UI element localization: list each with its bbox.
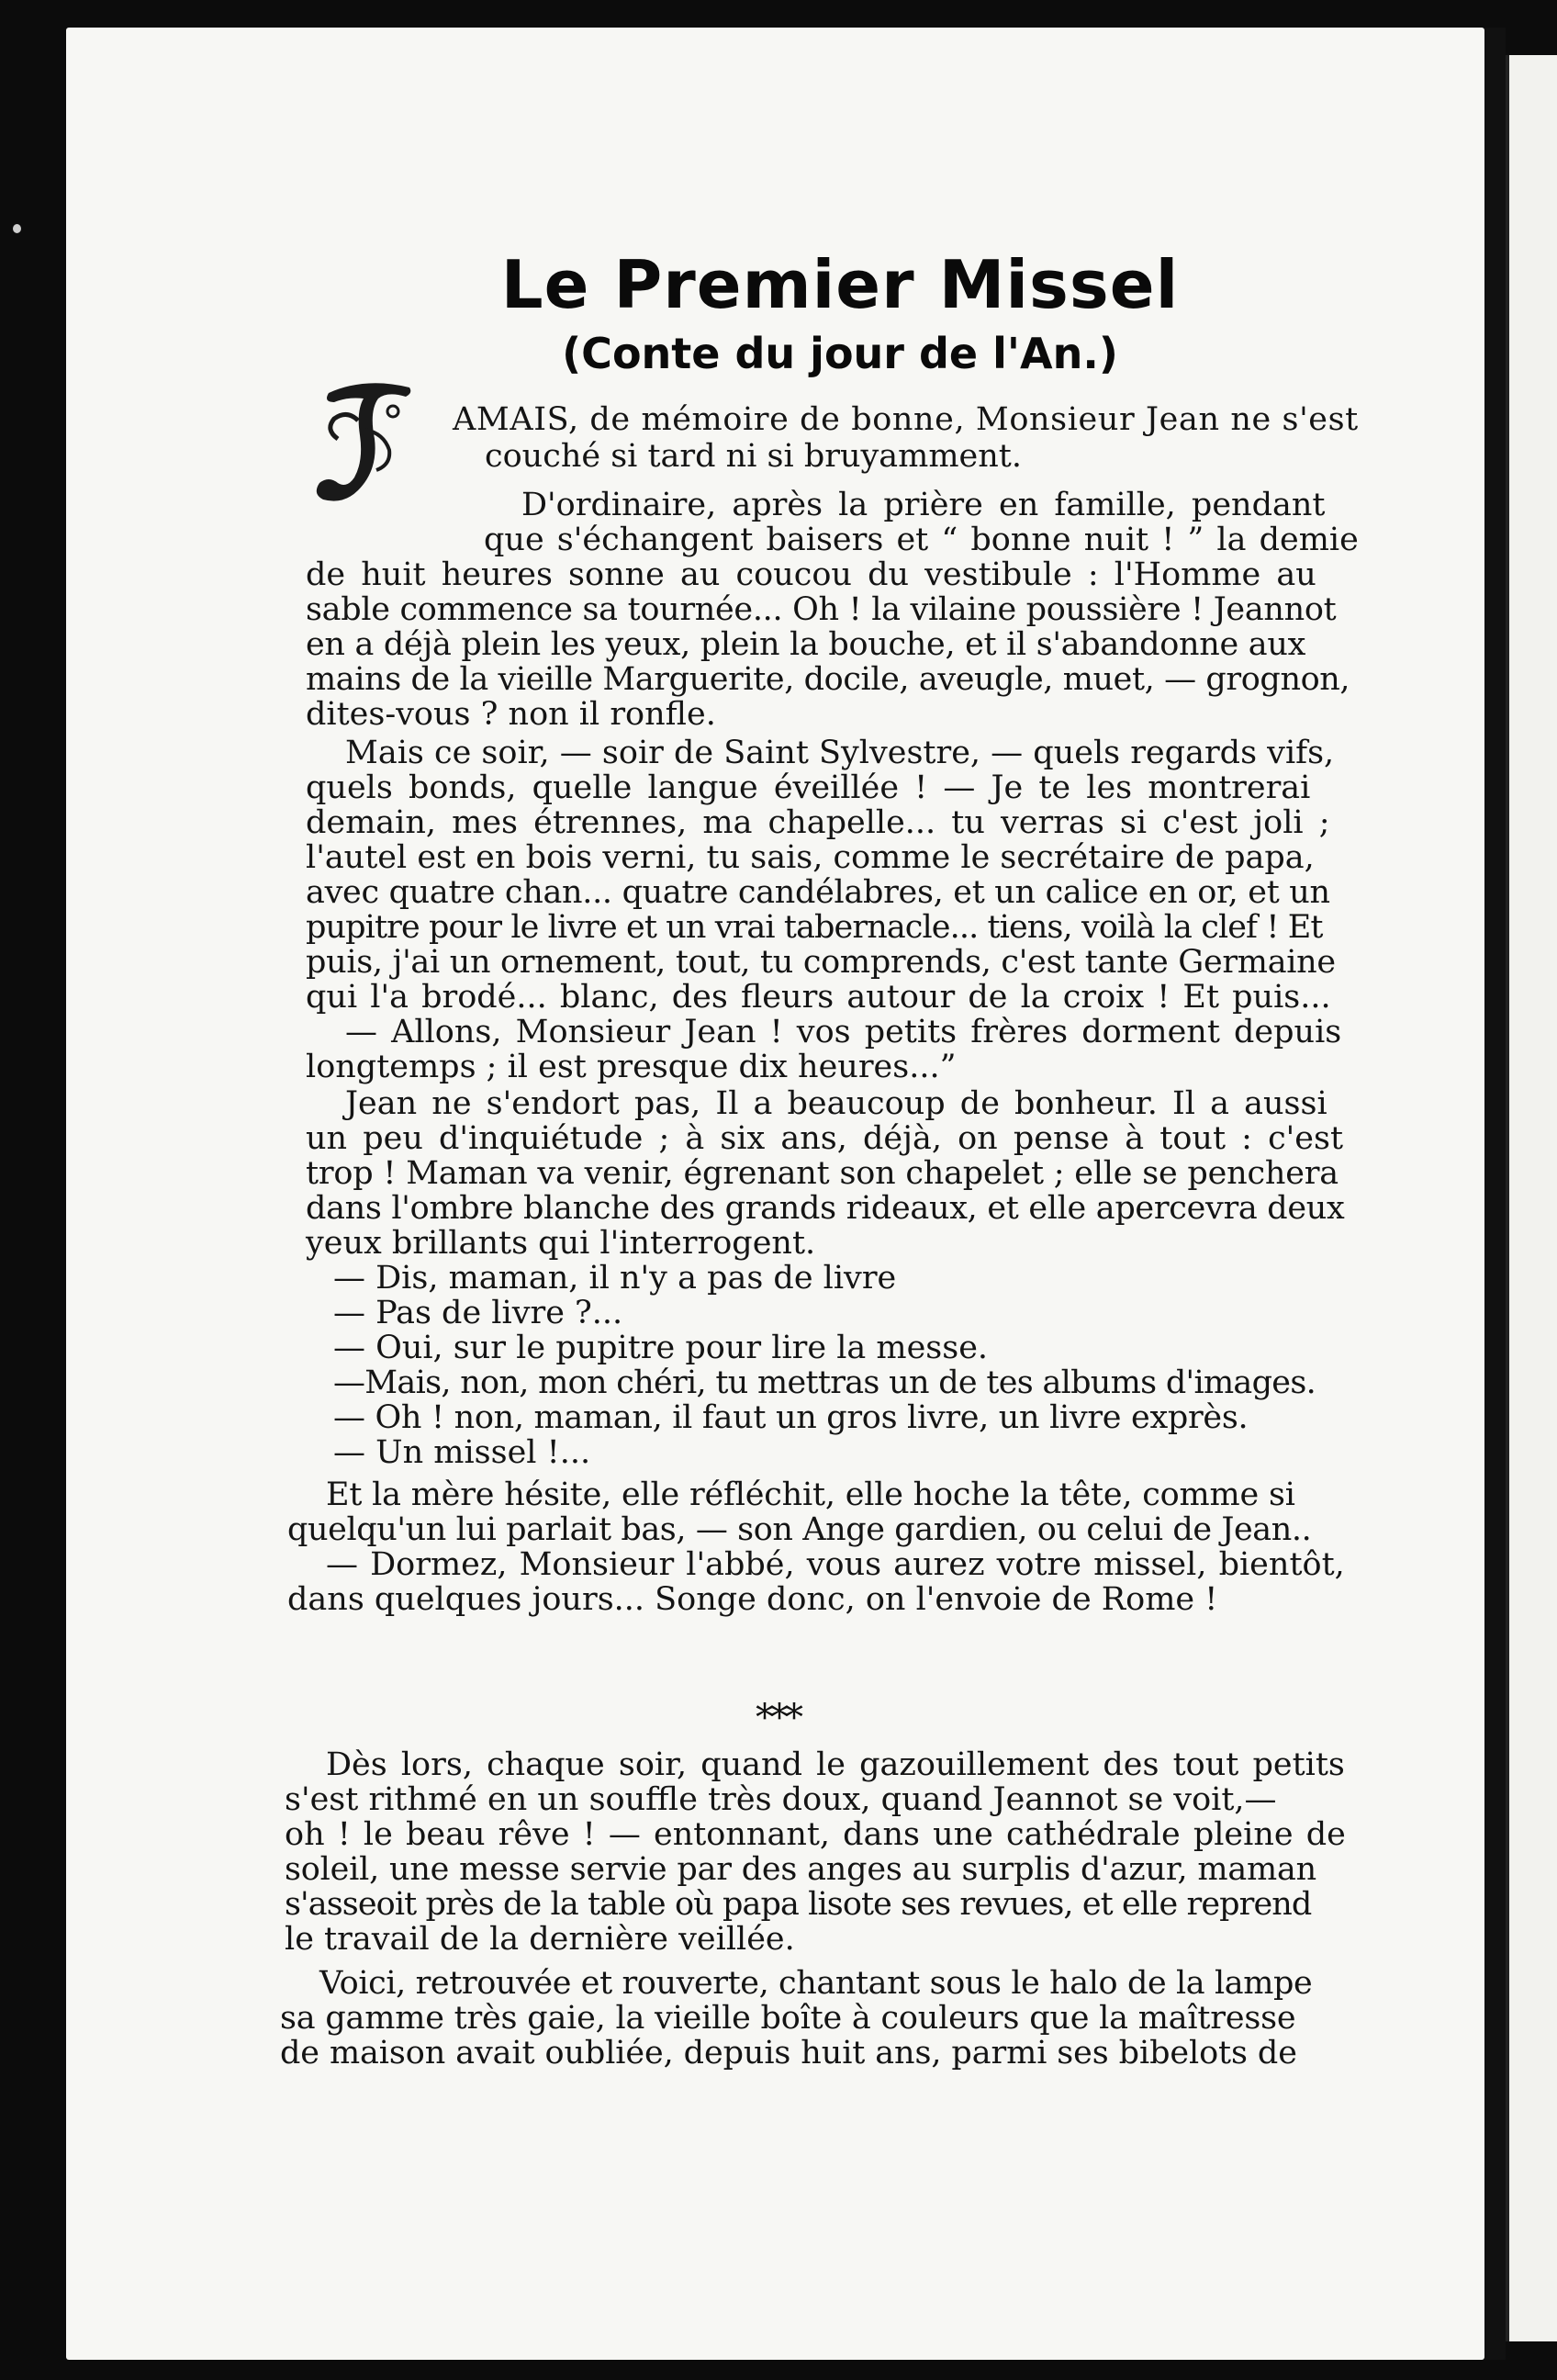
text-line: Voici, retrouvée et rouverte, chantant sous le halo de la lampe [319,1965,1313,2002]
text-line: couché si tard ni si bruyamment. [485,438,1022,475]
text-line: — Pas de livre ?... [333,1295,623,1331]
text-line: de huit heures sonne au coucou du vestibule : l'Homme au [306,556,1316,593]
text-line: le travail de la dernière veillée. [285,1921,795,1958]
text-line: — Oh ! non, maman, il faut un gros livre, un livre exprès. [333,1399,1249,1436]
text-line: Dès lors, chaque soir, quand le gazouillement des tout petits [326,1746,1345,1783]
text-line: puis, j'ai un ornement, tout, tu comprends, c'est tante Germaine [306,944,1336,981]
text-line: que s'échangent baisers et “ bonne nuit ! ” la demie [484,522,1359,558]
text-line: soleil, une messe servie par des anges au surplis d'azur, maman [285,1851,1317,1888]
text-line: s'asseoit près de la table où papa lisote ses revues, et elle reprend [285,1886,1312,1923]
text-line: dans quelques jours... Songe donc, on l'envoie de Rome ! [287,1581,1218,1618]
page-subtitle: (Conte du jour de l'An.) [562,329,1118,378]
text-line: l'autel est en bois verni, tu sais, comme le secrétaire de papa, [306,839,1315,876]
text-line: en a déjà plein les yeux, plein la bouche, et il s'abandonne aux [306,626,1306,663]
dust-speck [13,224,21,233]
text-line: demain, mes étrennes, ma chapelle... tu verras si c'est joli ; [306,804,1330,841]
page-title: Le Premier Missel [500,246,1180,323]
adjacent-page-edge [1506,55,1557,2341]
drop-cap-ornament [310,375,420,512]
text-line: — Dormez, Monsieur l'abbé, vous aurez votre missel, bientôt, [326,1546,1345,1583]
text-line: AMAIS, de mémoire de bonne, Monsieur Jean ne s'est [453,401,1359,438]
text-line: —Mais, non, mon chéri, tu mettras un de tes albums d'images. [333,1364,1316,1401]
drop-cap-letter: J [365,459,366,460]
text-line: trop ! Maman va venir, égrenant son chapelet ; elle se penchera [306,1155,1339,1192]
text-line: — Allons, Monsieur Jean ! vos petits frères dorment depuis [345,1014,1342,1050]
text-line: Mais ce soir, — soir de Saint Sylvestre, — quels regards vifs, [345,735,1335,771]
text-line: longtemps ; il est presque dix heures...” [306,1049,957,1085]
text-line: Jean ne s'endort pas, Il a beaucoup de bonheur. Il a aussi [345,1085,1327,1122]
text-line: dans l'ombre blanche des grands rideaux, et elle apercevra deux [306,1190,1345,1227]
text-line: pupitre pour le livre et un vrai tabernacle... tiens, voilà la clef ! Et [306,909,1323,946]
text-line: dites-vous ? non il ronfle. [306,696,716,733]
text-line: avec quatre chan... quatre candélabres, et un calice en or, et un [306,874,1330,911]
text-line: D'ordinaire, après la prière en famille, pendant [521,487,1326,523]
section-separator: *** [756,1697,800,1739]
text-line: mains de la vieille Marguerite, docile, aveugle, muet, — grognon, [306,661,1350,698]
text-line: quels bonds, quelle langue éveillée ! — Je te les montrerai [306,769,1311,806]
text-line: — Dis, maman, il n'y a pas de livre [333,1260,897,1297]
text-line: quelqu'un lui parlait bas, — son Ange gardien, ou celui de Jean.. [287,1511,1312,1548]
text-line: oh ! le beau rêve ! — entonnant, dans une cathédrale pleine de [285,1816,1346,1853]
text-line: sable commence sa tournée... Oh ! la vilaine poussière ! Jeannot [306,591,1337,628]
text-line: de maison avait oubliée, depuis huit ans, parmi ses bibelots de [280,2035,1297,2071]
text-line: un peu d'inquiétude ; à six ans, déjà, on pense à tout : c'est [306,1120,1344,1157]
text-line: Et la mère hésite, elle réfléchit, elle hoche la tête, comme si [326,1476,1295,1513]
text-line: — Un missel !... [333,1434,591,1471]
text-line: — Oui, sur le pupitre pour lire la messe. [333,1330,989,1366]
text-line: qui l'a brodé... blanc, des fleurs autour de la croix ! Et puis... [306,979,1331,1016]
text-line: sa gamme très gaie, la vieille boîte à couleurs que la maîtresse [280,2000,1296,2037]
text-line: s'est rithmé en un souffle très doux, quand Jeannot se voit,— [285,1781,1277,1818]
text-line: yeux brillants qui l'interrogent. [306,1225,816,1262]
